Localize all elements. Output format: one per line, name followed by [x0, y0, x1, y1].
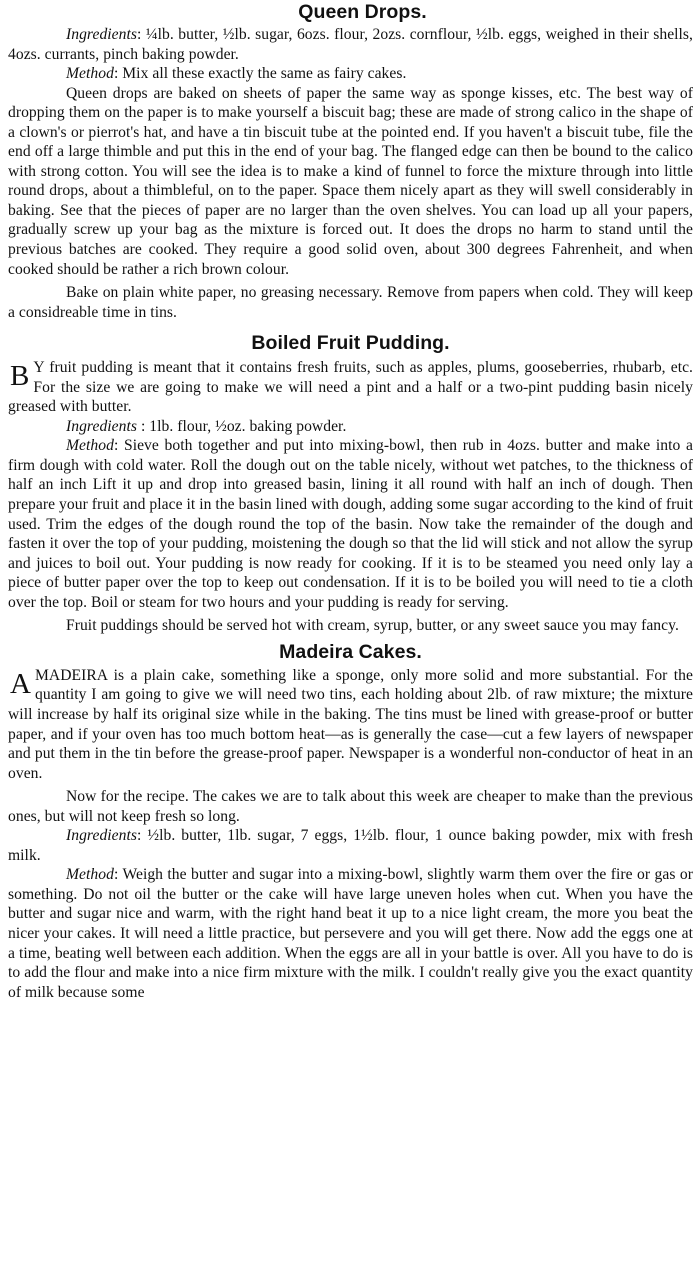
- method-text: : Mix all these exactly the same as fairy cakes.: [113, 65, 407, 83]
- method-label: Method: [66, 437, 114, 455]
- method-text: : Sieve both together and put into mixing-bowl, then rub in 4ozs. butter and make into a firm dough with cold water. Roll the dough out on the table nicely, without wet patches, to the thickness of half an inch Lift it up and drop into greased basin, lining it all round with half an inch of dough. Then prepare your fruit and place it in the basin lined with dough, adding some sugar according to the kind of fruit used. Trim the edges of the dough round the top of the basin. Now take the remainder of the dough and fasten it over the top of your pudding, moistening the dough so that the lid will stick and not allow the syrup and juices to boil out. Your pudding is now ready for cooking. If it is to be steamed you need only lay a piece of butter paper over the top to keep out condensation. If it is to be boiled you will need to tie a cloth over the top. Boil or steam for two hours and your pudding is ready for serving.: [8, 437, 693, 611]
- madeira-paragraph: Now for the recipe. The cakes we are to talk about this week are cheaper to make than the previous ones, but will not keep fresh so long.: [8, 788, 693, 825]
- method-label: Method: [66, 866, 114, 884]
- drop-cap: A: [10, 667, 31, 700]
- madeira-cakes-section: [8, 640, 693, 1002]
- queen-drops-paragraph: Bake on plain white paper, no greasing necessary. Remove from papers when cold. They will keep a considreable time in tins.: [8, 284, 693, 321]
- ingredients-text: : ½lb. butter, 1lb. sugar, 7 eggs, 1½lb. flour, 1 ounce baking powder, mix with fresh milk.: [8, 827, 693, 864]
- drop-cap: B: [10, 360, 30, 393]
- queen-drops-title: Queen Drops.: [298, 1, 427, 23]
- pudding-intro: [8, 358, 693, 417]
- queen-drops-ingredients: [8, 25, 693, 64]
- queen-drops-section: [8, 0, 693, 322]
- boiled-fruit-pudding-section: [8, 331, 693, 636]
- madeira-ingredients: [8, 826, 693, 865]
- pudding-ingredients: [8, 417, 693, 437]
- madeira-method: [8, 865, 693, 1002]
- pudding-method: [8, 436, 693, 612]
- ingredients-text: : 1lb. flour, ½oz. baking powder.: [137, 417, 347, 435]
- method-text: : Weigh the butter and sugar into a mixing-bowl, slightly warm them over the fire or gas or something. Do not oil the butter or the cake will have large uneven holes when cut. When you have the butter and sugar nice and warm, with the right hand beat it up to a nice light cream, the more you beat the nicer your cakes. It will need a little practice, but persevere and you will get there. Now add the eggs one at a time, beating well between each addition. When the eggs are all in your battle is over. All you have to do is to add the flour and make into a nice firm mixture with the milk. I couldn't really give you the exact quantity of milk because some: [8, 866, 693, 1001]
- queen-drops-paragraph: Queen drops are baked on sheets of paper the same way as sponge kisses, etc. The best way of dropping them on the paper is to make yourself a biscuit bag; these are made of strong calico in the shape of a clown's or pierrot's hat, and have a tin biscuit tube at the pointed end. If you haven't a biscuit tube, file the end off a large thimble and put this in the end of your bag. The flanged edge can then be bound to the calico with strong cotton. You will see the idea is to make a kind of funnel to force the mixture through into little round drops, about a thimbleful, on to the paper. Space them nicely apart as they will swell considerably in baking. See that the pieces of paper are no larger than the oven shelves. You can load up all your papers, gradually screw up your bag as the mixture is forced out. It does the drops no harm to stand until the previous batches are cooked. They require a good solid oven, about 300 degrees Fahrenheit, and when cooked should be rather a rich brown colour.: [8, 84, 693, 278]
- madeira-intro-text: MADEIRA is a plain cake, something like a sponge, only more solid and more substantial. For the quantity I am going to give we will need two tins, each holding about 2lb. of raw mixture; the mixture will increase by half its original size while in the baking. The tins must be lined with grease-proof or butter paper, and if your oven has too much bottom heat—as is generally the case—cut a few layers of newspaper and put them in the tin before the grease-proof paper. Newspaper is a wonderful non-conductor of heat in an oven.: [8, 666, 693, 782]
- madeira-intro: [8, 666, 693, 783]
- madeira-cakes-title: Madeira Cakes.: [279, 640, 422, 663]
- method-label: Method: [66, 65, 114, 83]
- ingredients-label: Ingredients: [66, 26, 137, 43]
- queen-drops-method: [8, 64, 693, 84]
- ingredients-text: : ¼lb. butter, ½lb. sugar, 6ozs. flour, 2ozs. cornflour, ½lb. eggs, weighed in their shells, 4ozs. currants, pinch baking powder.: [8, 26, 693, 63]
- ingredients-label: Ingredients: [66, 417, 137, 435]
- pudding-intro-text: Y fruit pudding is meant that it contains fresh fruits, such as apples, plums, gooseberries, rhubarb, etc. For the size we are going to make we will need a pint and a half or a two-pint pudding basin nicely greased with butter.: [8, 359, 693, 416]
- boiled-fruit-pudding-title: Boiled Fruit Pudding.: [251, 332, 450, 355]
- pudding-paragraph: Fruit puddings should be served hot with cream, syrup, butter, or any sweet sauce you may fancy.: [66, 617, 679, 635]
- ingredients-label: Ingredients: [66, 827, 137, 845]
